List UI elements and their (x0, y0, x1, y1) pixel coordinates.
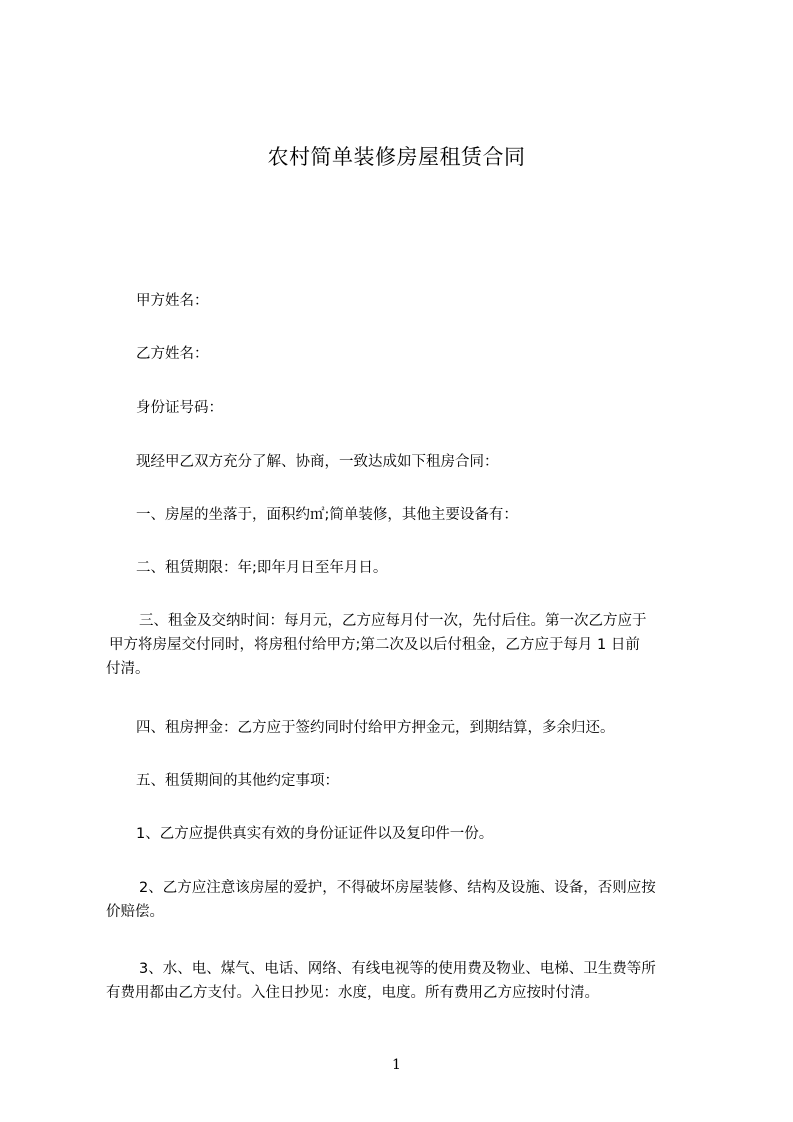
clause-5-other-terms (106, 769, 706, 793)
paragraph-line: 五、租赁期间的其他约定事项： (136, 773, 339, 789)
paragraph-line: 3、水、电、煤气、电话、网络、有线电视等的使用费及物业、电梯、卫生费等所 (139, 961, 656, 977)
agreement-intro (106, 450, 706, 474)
paragraph-line: 三、租金及交纳时间：每月元，乙方应每月付一次，先付后住。第一次乙方应于 (139, 613, 647, 629)
paragraph-line: 1、乙方应提供真实有效的身份证证件以及复印件一份。 (136, 826, 494, 842)
paragraph-line: 甲方将房屋交付同时，将房租付给甲方;第二次及以后付租金，乙方应于每月 1 日前 (109, 637, 640, 653)
paragraph-line: 乙方姓名： (136, 346, 209, 362)
term-item-2 (106, 876, 706, 924)
clause-2-term (106, 556, 706, 580)
term-item-3 (106, 957, 706, 1005)
paragraph-line: 一、房屋的坐落于，面积约㎡;简单装修，其他主要设备有： (136, 507, 518, 523)
clause-1-location (106, 503, 706, 527)
clause-4-deposit (106, 716, 706, 740)
paragraph-line: 甲方姓名： (136, 293, 209, 309)
paragraph-line: 二、租赁期限：年;即年月日至年月日。 (136, 560, 388, 576)
party-b-name (106, 342, 706, 366)
paragraph-line: 身份证号码： (136, 400, 223, 416)
paragraph-line: 四、租房押金：乙方应于签约同时付给甲方押金元，到期结算，多余归还。 (136, 720, 615, 736)
paragraph-line: 现经甲乙双方充分了解、协商，一致达成如下租房合同： (136, 454, 499, 470)
party-a-name (106, 289, 706, 313)
paragraph-line: 2、乙方应注意该房屋的爱护，不得破坏房屋装修、结构及设施、设备，否则应按 (139, 880, 656, 896)
document-title: 农村简单装修房屋租赁合同 (267, 145, 526, 169)
paragraph-line: 有费用都由乙方支付。入住日抄见：水度，电度。所有费用乙方应按时付清。 (106, 985, 599, 1001)
clause-3-rent (106, 609, 706, 681)
page-number: 1 (392, 1057, 401, 1073)
paragraph-line: 价赔偿。 (106, 904, 164, 920)
id-number (106, 396, 706, 420)
term-item-1 (106, 822, 706, 846)
paragraph-line: 付清。 (106, 661, 150, 677)
